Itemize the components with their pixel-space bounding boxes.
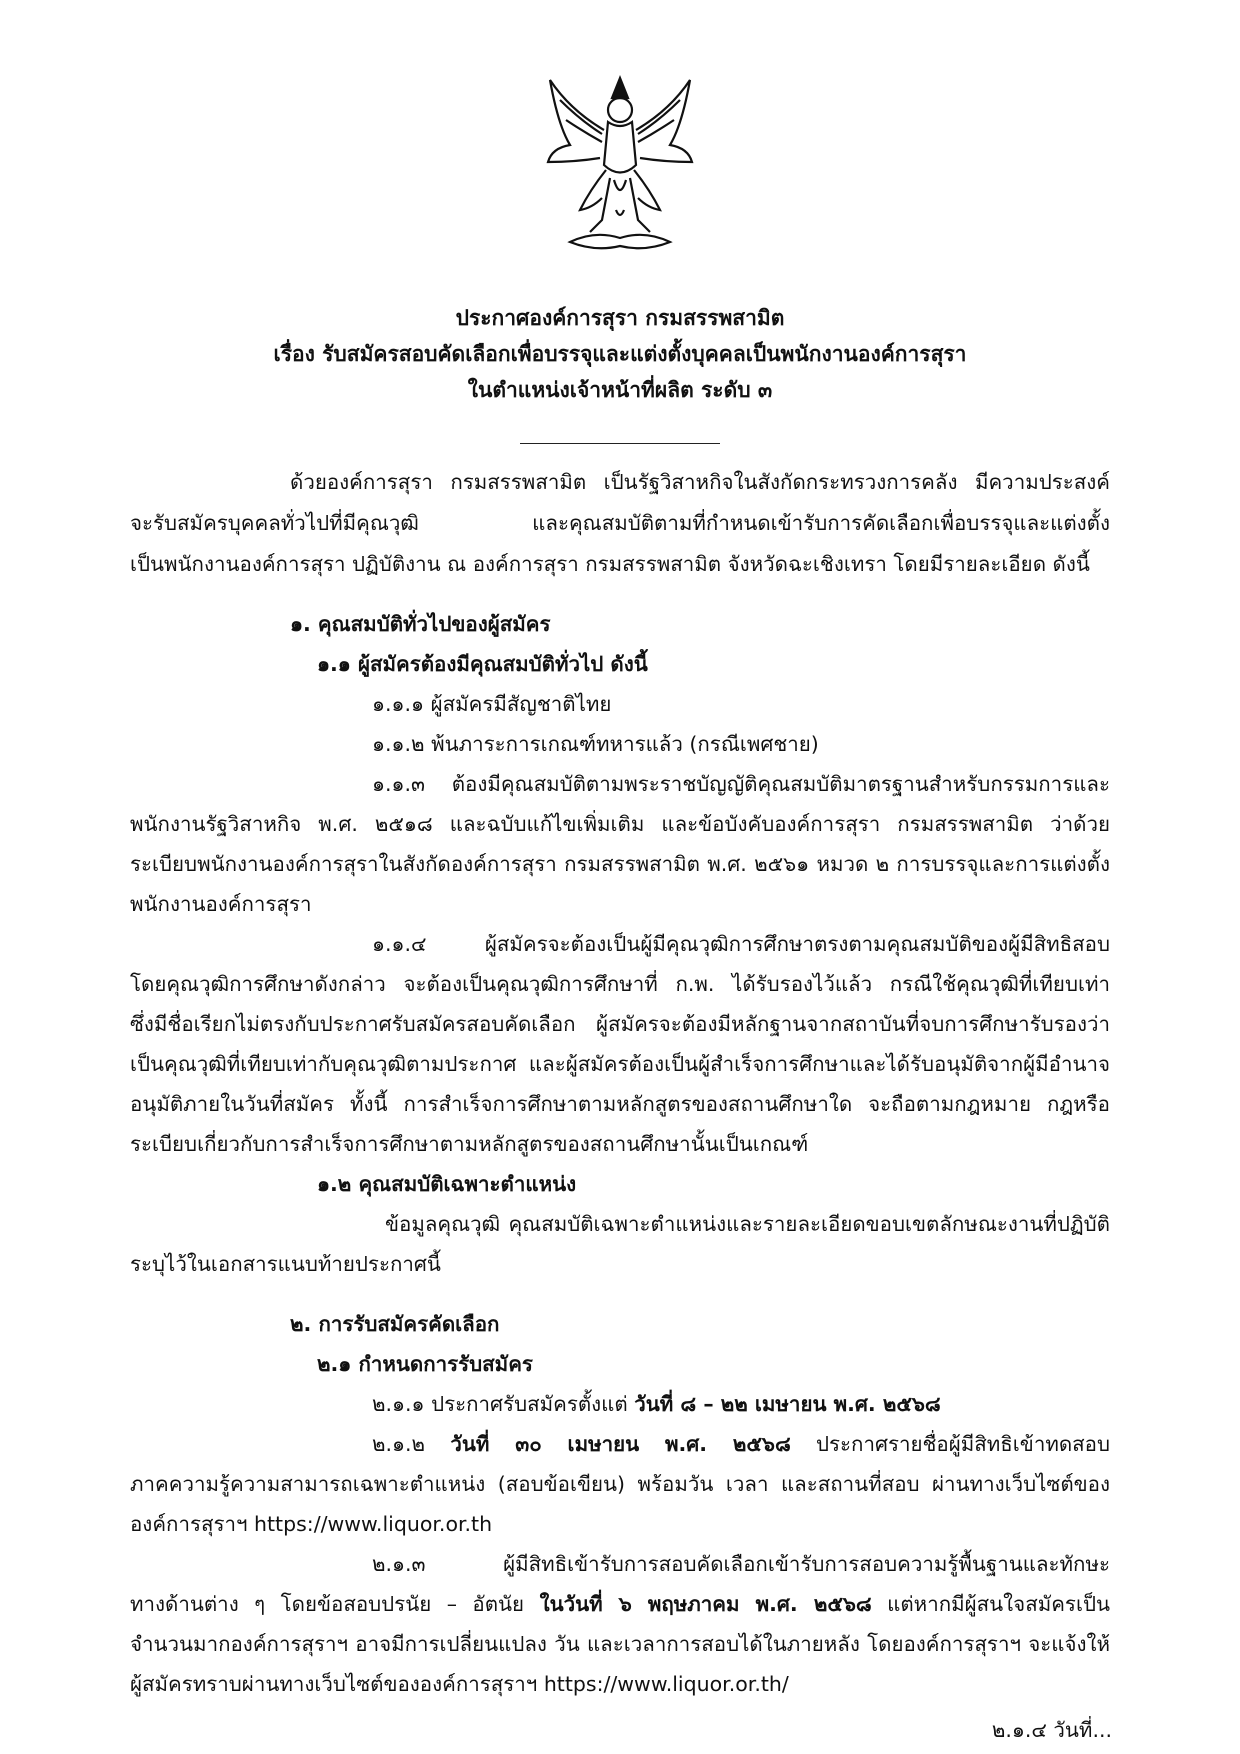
section-2-1-heading: ๒.๑ กำหนดการรับสมัคร — [317, 1352, 533, 1376]
item-2-1-2-line-2: ภาคความรู้ความสามารถเฉพาะตำแหน่ง (สอบข้อเขียน) พร้อมวัน เวลา และสถานที่สอบ ผ่านทางเว็บไซต์ของ — [130, 1472, 1110, 1496]
intro-line-1: ด้วยองค์การสุรา กรมสรรพสามิต เป็นรัฐวิสาหกิจในสังกัดกระทรวงการคลัง มีความประสงค์ — [290, 470, 1110, 494]
section-2-heading: ๒. การรับสมัครคัดเลือก — [290, 1312, 500, 1336]
item-1-1-4-line-6: ระเบียบเกี่ยวกับการสำเร็จการศึกษาตามหลักสูตรของสถานศึกษานั้นเป็นเกณฑ์ — [130, 1132, 809, 1156]
item-1-1-4-line-2: โดยคุณวุฒิการศึกษาดังกล่าว จะต้องเป็นคุณวุฒิการศึกษาที่ ก.พ. ได้รับรองไว้แล้ว กรณีใช้คุณวุฒิที่เทียบเท่า — [130, 972, 1110, 996]
item-1-1-4-line-1: ๑.๑.๔ ผู้สมัครจะต้องเป็นผู้มีคุณวุฒิการศึกษาตรงตามคุณสมบัติของผู้มีสิทธิสอบ — [372, 932, 1110, 956]
garuda-emblem — [540, 70, 700, 260]
item-1-1-3-line-2: พนักงานรัฐวิสาหกิจ พ.ศ. ๒๕๑๘ และฉบับแก้ไขเพิ่มเติม และข้อบังคับองค์การสุรา กรมสรรพสามิต ว่าด้วย — [130, 812, 1110, 836]
item-2-1-3-text-b: แต่หากมีผู้สนใจสมัครเป็น — [887, 1592, 1110, 1616]
item-2-1-2-text: ประกาศรายชื่อผู้มีสิทธิเข้าทดสอบ — [816, 1432, 1110, 1456]
item-2-1-2-line-1 — [372, 1428, 1110, 1461]
section-1-heading: ๑. คุณสมบัติทั่วไปของผู้สมัคร — [290, 612, 551, 636]
intro-line-3: เป็นพนักงานองค์การสุรา ปฏิบัติงาน ณ องค์การสุรา กรมสรรพสามิต จังหวัดฉะเชิงเทรา โดยมีรายละเอียด ดังนี้ — [130, 552, 1090, 576]
section-1-2-heading: ๑.๒ คุณสมบัติเฉพาะตำแหน่ง — [317, 1172, 577, 1196]
item-1-1-3-line-1: ๑.๑.๓ ต้องมีคุณสมบัติตามพระราชบัญญัติคุณสมบัติมาตรฐานสำหรับกรรมการและ — [372, 772, 1110, 796]
item-2-1-2-number: ๒.๑.๒ — [372, 1432, 426, 1456]
item-1-1-3-line-4: พนักงานองค์การสุรา — [130, 892, 312, 916]
title-line-2: เรื่อง รับสมัครสอบคัดเลือกเพื่อบรรจุและแต่งตั้งบุคคลเป็นพนักงานองค์การสุรา — [273, 342, 967, 366]
item-1-1-2: ๑.๑.๒ พ้นภาระการเกณฑ์ทหารแล้ว (กรณีเพศชาย) — [372, 732, 819, 756]
item-2-1-3-line-1: ๒.๑.๓ ผู้มีสิทธิเข้ารับการสอบคัดเลือกเข้ารับการสอบความรู้พื้นฐานและทักษะ — [372, 1552, 1110, 1576]
item-1-1-4-line-4: เป็นคุณวุฒิที่เทียบเท่ากับคุณวุฒิตามประกาศ และผู้สมัครต้องเป็นผู้สำเร็จการศึกษาและได้รับอนุมัติจากผู้มีอำนาจ — [130, 1052, 1110, 1076]
title-line-1: ประกาศองค์การสุรา กรมสรรพสามิต — [455, 306, 785, 330]
item-2-1-3-line-4: ผู้สมัครทราบผ่านทางเว็บไซต์ขององค์การสุราฯ https://www.liquor.or.th/ — [130, 1672, 789, 1696]
item-2-1-3-date: ในวันที่ ๖ พฤษภาคม พ.ศ. ๒๕๖๘ — [539, 1592, 872, 1616]
item-2-1-1 — [372, 1388, 941, 1421]
section-1-2-line-1: ข้อมูลคุณวุฒิ คุณสมบัติเฉพาะตำแหน่งและรายละเอียดขอบเขตลักษณะงานที่ปฏิบัติ — [385, 1212, 1110, 1236]
item-1-1-1: ๑.๑.๑ ผู้สมัครมีสัญชาติไทย — [372, 692, 612, 716]
page-continuation: ๒.๑.๔ วันที่... — [991, 1718, 1112, 1742]
item-1-1-4-line-5: อนุมัติภายในวันที่สมัคร ทั้งนี้ การสำเร็จการศึกษาตามหลักสูตรของสถานศึกษาใด จะถือตามกฎหมาย กฎหรือ — [130, 1092, 1110, 1116]
item-1-1-3-line-3: ระเบียบพนักงานองค์การสุราในสังกัดองค์การสุรา กรมสรรพสามิต พ.ศ. ๒๕๖๑ หมวด ๒ การบรรจุและการแต่งตั้ง — [130, 852, 1110, 876]
item-2-1-3-line-2 — [130, 1588, 1110, 1621]
section-1-2-line-2: ระบุไว้ในเอกสารแนบท้ายประกาศนี้ — [130, 1252, 441, 1276]
item-2-1-2-date: วันที่ ๓๐ เมษายน พ.ศ. ๒๕๖๘ — [450, 1432, 791, 1456]
item-2-1-2-line-3: องค์การสุราฯ https://www.liquor.or.th — [130, 1512, 493, 1536]
title-divider — [520, 443, 720, 444]
item-2-1-3-line-3: จำนวนมากองค์การสุราฯ อาจมีการเปลี่ยนแปลง วัน และเวลาการสอบได้ในภายหลัง โดยองค์การสุราฯ จะแจ้งให้ — [130, 1632, 1110, 1656]
item-2-1-1-text: ๒.๑.๑ ประกาศรับสมัครตั้งแต่ — [372, 1392, 628, 1416]
item-2-1-1-date: วันที่ ๘ – ๒๒ เมษายน พ.ศ. ๒๕๖๘ — [634, 1392, 941, 1416]
intro-line-2: จะรับสมัครบุคคลทั่วไปที่มีคุณวุฒิ และคุณสมบัติตามที่กำหนดเข้ารับการคัดเลือกเพื่อบรรจุและแต่งตั้ง — [130, 511, 1110, 535]
item-2-1-3-text-a: ทางด้านต่าง ๆ โดยข้อสอบปรนัย – อัตนัย — [130, 1592, 525, 1616]
title-line-3: ในตำแหน่งเจ้าหน้าที่ผลิต ระดับ ๓ — [467, 378, 773, 402]
item-1-1-4-line-3: ซึ่งมีชื่อเรียกไม่ตรงกับประกาศรับสมัครสอบคัดเลือก ผู้สมัครจะต้องมีหลักฐานจากสถาบันที่จบการศึกษารับรองว่า — [130, 1012, 1110, 1036]
section-1-1-heading: ๑.๑ ผู้สมัครต้องมีคุณสมบัติทั่วไป ดังนี้ — [317, 652, 648, 676]
